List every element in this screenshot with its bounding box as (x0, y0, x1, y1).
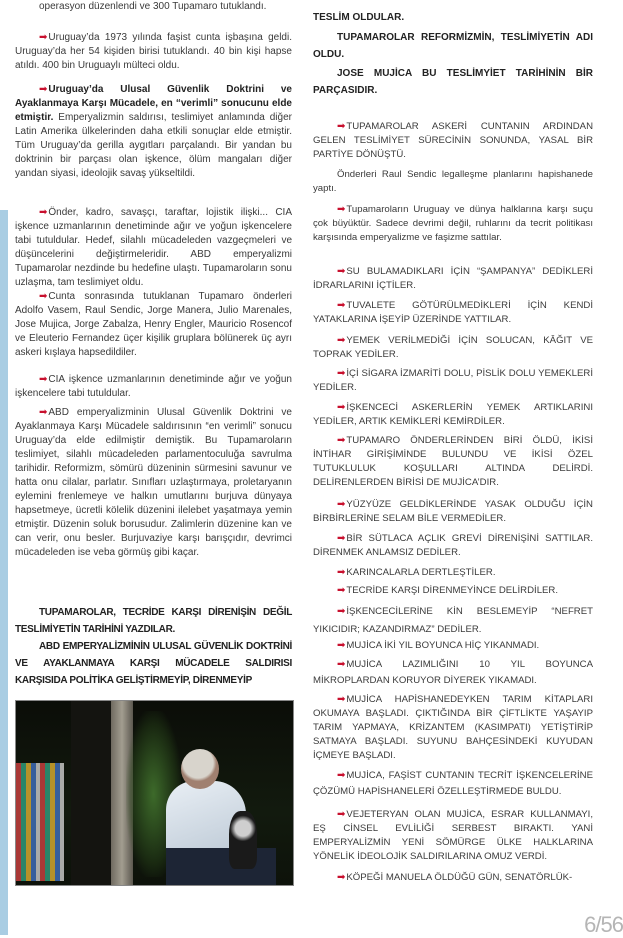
paragraph (313, 871, 593, 885)
paragraph-text: KARINCALARLA DERTLEŞTİLER. (346, 567, 496, 578)
paragraph-text: CIA işkence uzmanlarının denetiminde ağır ve yoğun işkencelere tabi tutuldular. (15, 374, 292, 399)
paragraph-text: Emperyalizmin saldırısı, teslimiyet anlamında diğer Latin Amerika ülkelerinden daha etkili sonuçlar elde etmiştir. Tüm Uruguay’da gerilla aygıtları parçalandı. Bir yandan bu doktrinin bir parçası olan işkence, ölüm mangaları diğer yandan siyasi, ideolojik savaş yükseltildi. (15, 112, 292, 179)
arrow-right-icon: ➡ (337, 300, 346, 311)
arrow-right-icon: ➡ (337, 121, 346, 132)
paragraph-text: Uruguay’da 1973 yılında faşist cunta işbaşına geldi. Uruguay’da her 54 kişiden birisi tutuklandı. 40 bin kişi hapse atıldı. 400 bin Uruguaylı mülteci oldu. (15, 32, 292, 71)
arrow-right-icon: ➡ (337, 499, 346, 510)
arrow-right-icon: ➡ (337, 533, 346, 544)
arrow-right-icon: ➡ (39, 84, 48, 95)
paragraph-text: MUJİCA LAZIMLIĞINI 10 YIL BOYUNCA MİKROPLARDAN KORUYOR DİYEREK YIKAMADI. (313, 659, 593, 686)
paragraph (313, 434, 593, 490)
paragraph-text: İŞKENCECİ ASKERLERİN YEMEK ARTIKLARINI YEDİLER, ARTIK KEMİKLERİ KEMİRDİLER. (313, 402, 593, 427)
paragraph (15, 406, 292, 560)
arrow-right-icon: ➡ (39, 407, 48, 418)
arrow-right-icon: ➡ (337, 640, 346, 651)
paragraph (313, 657, 593, 689)
arrow-right-icon: ➡ (337, 659, 346, 670)
paragraph (313, 498, 593, 526)
paragraph (313, 299, 593, 327)
paragraph-text: Tupamaroların Uruguay ve dünya halklarına karşı suçu çok büyüktür. Sadece devrimi değil, ruhlarını da tecrit politikası karşısında emperyalizme ve faşizme sattılar. (313, 204, 593, 243)
paragraph-text: İŞKENCECİLERİNE KİN BESLEMEYİP “NEFRET YIKICIDIR; KAZANDIRMAZ” DEDİLER. (313, 606, 593, 635)
arrow-right-icon: ➡ (337, 694, 346, 705)
paragraph (313, 566, 593, 580)
paragraph (313, 265, 593, 293)
arrow-right-icon: ➡ (39, 291, 48, 302)
paragraph (15, 31, 292, 73)
paragraph (313, 168, 593, 196)
paragraph (313, 203, 593, 245)
paragraph (313, 120, 593, 162)
paragraph-text: Cunta sonrasında tutuklanan Tupamaro önderleri Adolfo Vasem, Raul Sendic, Jorge Manera, Julio Marenales, Jose Mujica, Jorge Zabalza, Henry Engler, Mauricio Rosencof ve Eleuterio Fernandez üçer kişilik gruplara bölünerek üç ayrı askeri kışlaya hapsedildiler. (15, 291, 292, 358)
paragraph-text: MUJİCA, FAŞİST CUNTANIN TECRİT İŞKENCELERİNE ÇÖZÜMÜ HAPİSHANELERİ ÖZELLEŞTİRMEDE BULDU. (313, 770, 593, 797)
arrow-right-icon: ➡ (337, 872, 346, 883)
section-heading: ABD EMPERYALİZMİNİN ULUSAL GÜVENLİK DOKTRİNİ VE AYAKLANMAYA KARŞI MÜCADELE SALDIRISI KARŞISIDA POLİTİKA GELİŞTİRMEYİP, DİRENMEYİP (15, 641, 292, 686)
paragraph (313, 693, 593, 763)
section-heading: TUPAMAROLAR REFORMİZMİN, TESLİMİYETİN ADI OLDU. (313, 32, 593, 60)
arrow-right-icon: ➡ (39, 207, 48, 218)
paragraph-text: KÖPEĞİ MANUELA ÖLDÜĞÜ GÜN, SENATÖRLÜK- (346, 872, 573, 883)
arrow-right-icon: ➡ (337, 368, 346, 379)
arrow-right-icon: ➡ (337, 770, 346, 781)
page-number: 6/56 (584, 912, 623, 937)
paragraph-text: MUJİCA İKİ YIL BOYUNCA HİÇ YIKANMADI. (346, 640, 540, 651)
paragraph (15, 206, 292, 290)
paragraph (15, 83, 292, 181)
paragraph-text: TUVALETE GÖTÜRÜLMEDİKLERİ İÇİN KENDİ YATAKLARINA İŞEYİP ÜZERİNDE YATTILAR. (313, 300, 593, 325)
arrow-right-icon: ➡ (337, 266, 346, 277)
paragraph-text: TUPAMARO ÖNDERLERİNDEN BİRİ ÖLDÜ, İKİSİ İNTİHAR GİRİŞİMİNDE BULUNDU VE İKİSİ ÖZEL TUTUKLULUK KOŞULLARI ALTINDA DELİRDİ. DELİRENLERDEN BİRİSİ DE MUJİCA’DIR. (313, 435, 593, 488)
paragraph-bold-lead: Uruguay’da Ulusal Güvenlik Doktrini ve Ayaklanmaya Karşı Mücadele, en “verimli” sonucunu elde etmiştir. (15, 84, 292, 123)
paragraph (313, 639, 593, 653)
paragraph-text: Önder, kadro, savaşçı, taraftar, lojistik ilişki... CIA işkence uzmanlarının denetiminde ağır ve yoğun işkencelere tabi tutuldular. Hedef, silahlı mücadeleden vazgeçmeleri ve düşüncelerini değiştirmeleridir. ABD emperyalizmi Tupamarolar nezdinde bu hedefine ulaştı. Tupamaroların sonu uzlaşma, tam teslimiyet oldu. (15, 207, 292, 288)
section-heading: TUPAMAROLAR, TECRİDE KARŞI DİRENİŞİN DEĞİL TESLİMİYETİN TARİHİNİ YAZDILAR. (15, 607, 292, 635)
photo-mujica-with-dog (15, 700, 294, 886)
arrow-right-icon: ➡ (337, 204, 346, 215)
paragraph (313, 401, 593, 429)
paragraph-text: YEMEK VERİLMEDİĞİ İÇİN SOLUCAN, KÂĞIT VE TOPRAK YEDİLER. (313, 335, 593, 360)
paragraph (15, 373, 292, 401)
paragraph (15, 0, 292, 14)
paragraph-text: operasyon düzenlendi ve 300 Tupamaro tutuklandı. (39, 1, 267, 12)
paragraph (313, 584, 593, 598)
paragraph (313, 603, 593, 639)
arrow-right-icon: ➡ (337, 402, 346, 413)
paragraph-text: TECRİDE KARŞI DİRENMEYİNCE DELİRDİLER. (346, 585, 559, 596)
paragraph-text: BİR SÜTLACA AÇLIK GREVİ DİRENİŞİNİ SATTILAR. DİRENMEK ANLAMSIZ DEDİLER. (313, 533, 593, 558)
paragraph-text: ABD emperyalizminin Ulusal Güvenlik Doktrini ve Ayaklanmaya Karşı Mücadele saldırısının “en verimli” sonucu Uruguay’da elde edilmiştir demiştik. Bu Tupamaroların teslimiyet, silahlı mücadeleden parlamentoculuğa savrulma tarihidir. Reformizm, sömürü düzeninin sürmesini savunur ve hatta onu cilalar, parlatır. Sınıfları uzlaştırmaya, proletaryanın eylemini frenlemeye ve halkın umutlarını burjuva dünyaya hapsetmeye, ücretli kölelik düzenini ilelebet yaşatmaya yemin etmiştir. Düzenin soluk borusudur. Zalimlerin düzenine kan ve can verir, onu besler. Burjuvaziye karşı barışçıdır, devrimci mücadeleden ise veba görmüş gibi kaçar. (15, 407, 292, 558)
paragraph (313, 334, 593, 362)
paragraph-text: İÇİ SİGARA İZMARİTİ DOLU, PİSLİK DOLU YEMEKLERİ YEDİLER. (313, 368, 593, 393)
arrow-right-icon: ➡ (337, 585, 346, 596)
section-heading: JOSE MUJİCA BU TESLİMYİET TARİHİNİN BİR PARÇASIDIR. (313, 68, 593, 96)
paragraph (313, 808, 593, 864)
arrow-right-icon: ➡ (39, 374, 48, 385)
section-heading: TESLİM OLDULAR. (313, 12, 405, 23)
paragraph-text: MUJİCA HAPİSHANEDEYKEN TARIM KİTAPLARI OKUMAYA BAŞLADI. ÇIKTIĞINDA BİR ÇİFTLİKTE YAŞAYIP TARIM YAPMAYA, KRİZANTEM (KASIMPATI) YETİŞTİRİP SATMAYA BAŞLADI. SUYUNU BAHÇESİNDEKİ KUYUDAN İÇMEYE BAŞLADI. (313, 694, 593, 761)
paragraph-text: Önderleri Raul Sendic legalleşme planlarını hapishanede yaptı. (313, 169, 593, 194)
arrow-right-icon: ➡ (337, 809, 346, 820)
paragraph-text: TUPAMAROLAR ASKERİ CUNTANIN ARDINDAN GELEN TESLİMİYET SÜRECİNİN SONUNDA, YASAL BİR PARTİYE DÖNÜŞTÜ. (313, 121, 593, 160)
paragraph (15, 290, 292, 360)
side-accent-bar (0, 210, 8, 935)
paragraph (313, 367, 593, 395)
paragraph (313, 532, 593, 560)
arrow-right-icon: ➡ (39, 32, 48, 43)
paragraph-text: YÜZYÜZE GELDİKLERİNDE YASAK OLDUĞU İÇİN BİRBİRLERİNE SELAM BİLE VERMEDİLER. (313, 499, 593, 524)
paragraph-text: VEJETERYAN OLAN MUJİCA, ESRAR KULLANMAYI, EŞ CİNSEL EVLİLİĞİ SERBEST BIRAKTI. YANİ EMPERYALİZMİN YENİ SÖMÜRGE ÜLKE HALKLARINA YÖNELİK İDEOLOJİK SALDIRILARINA OMUZ VERDİ. (313, 809, 593, 862)
paragraph-text: SU BULAMADIKLARI İÇİN “ŞAMPANYA” DEDİKLERİ İDRARLARINI İÇTİLER. (313, 266, 593, 291)
arrow-right-icon: ➡ (337, 435, 346, 446)
arrow-right-icon: ➡ (337, 606, 346, 617)
arrow-right-icon: ➡ (337, 335, 346, 346)
arrow-right-icon: ➡ (337, 567, 346, 578)
paragraph (313, 768, 593, 800)
